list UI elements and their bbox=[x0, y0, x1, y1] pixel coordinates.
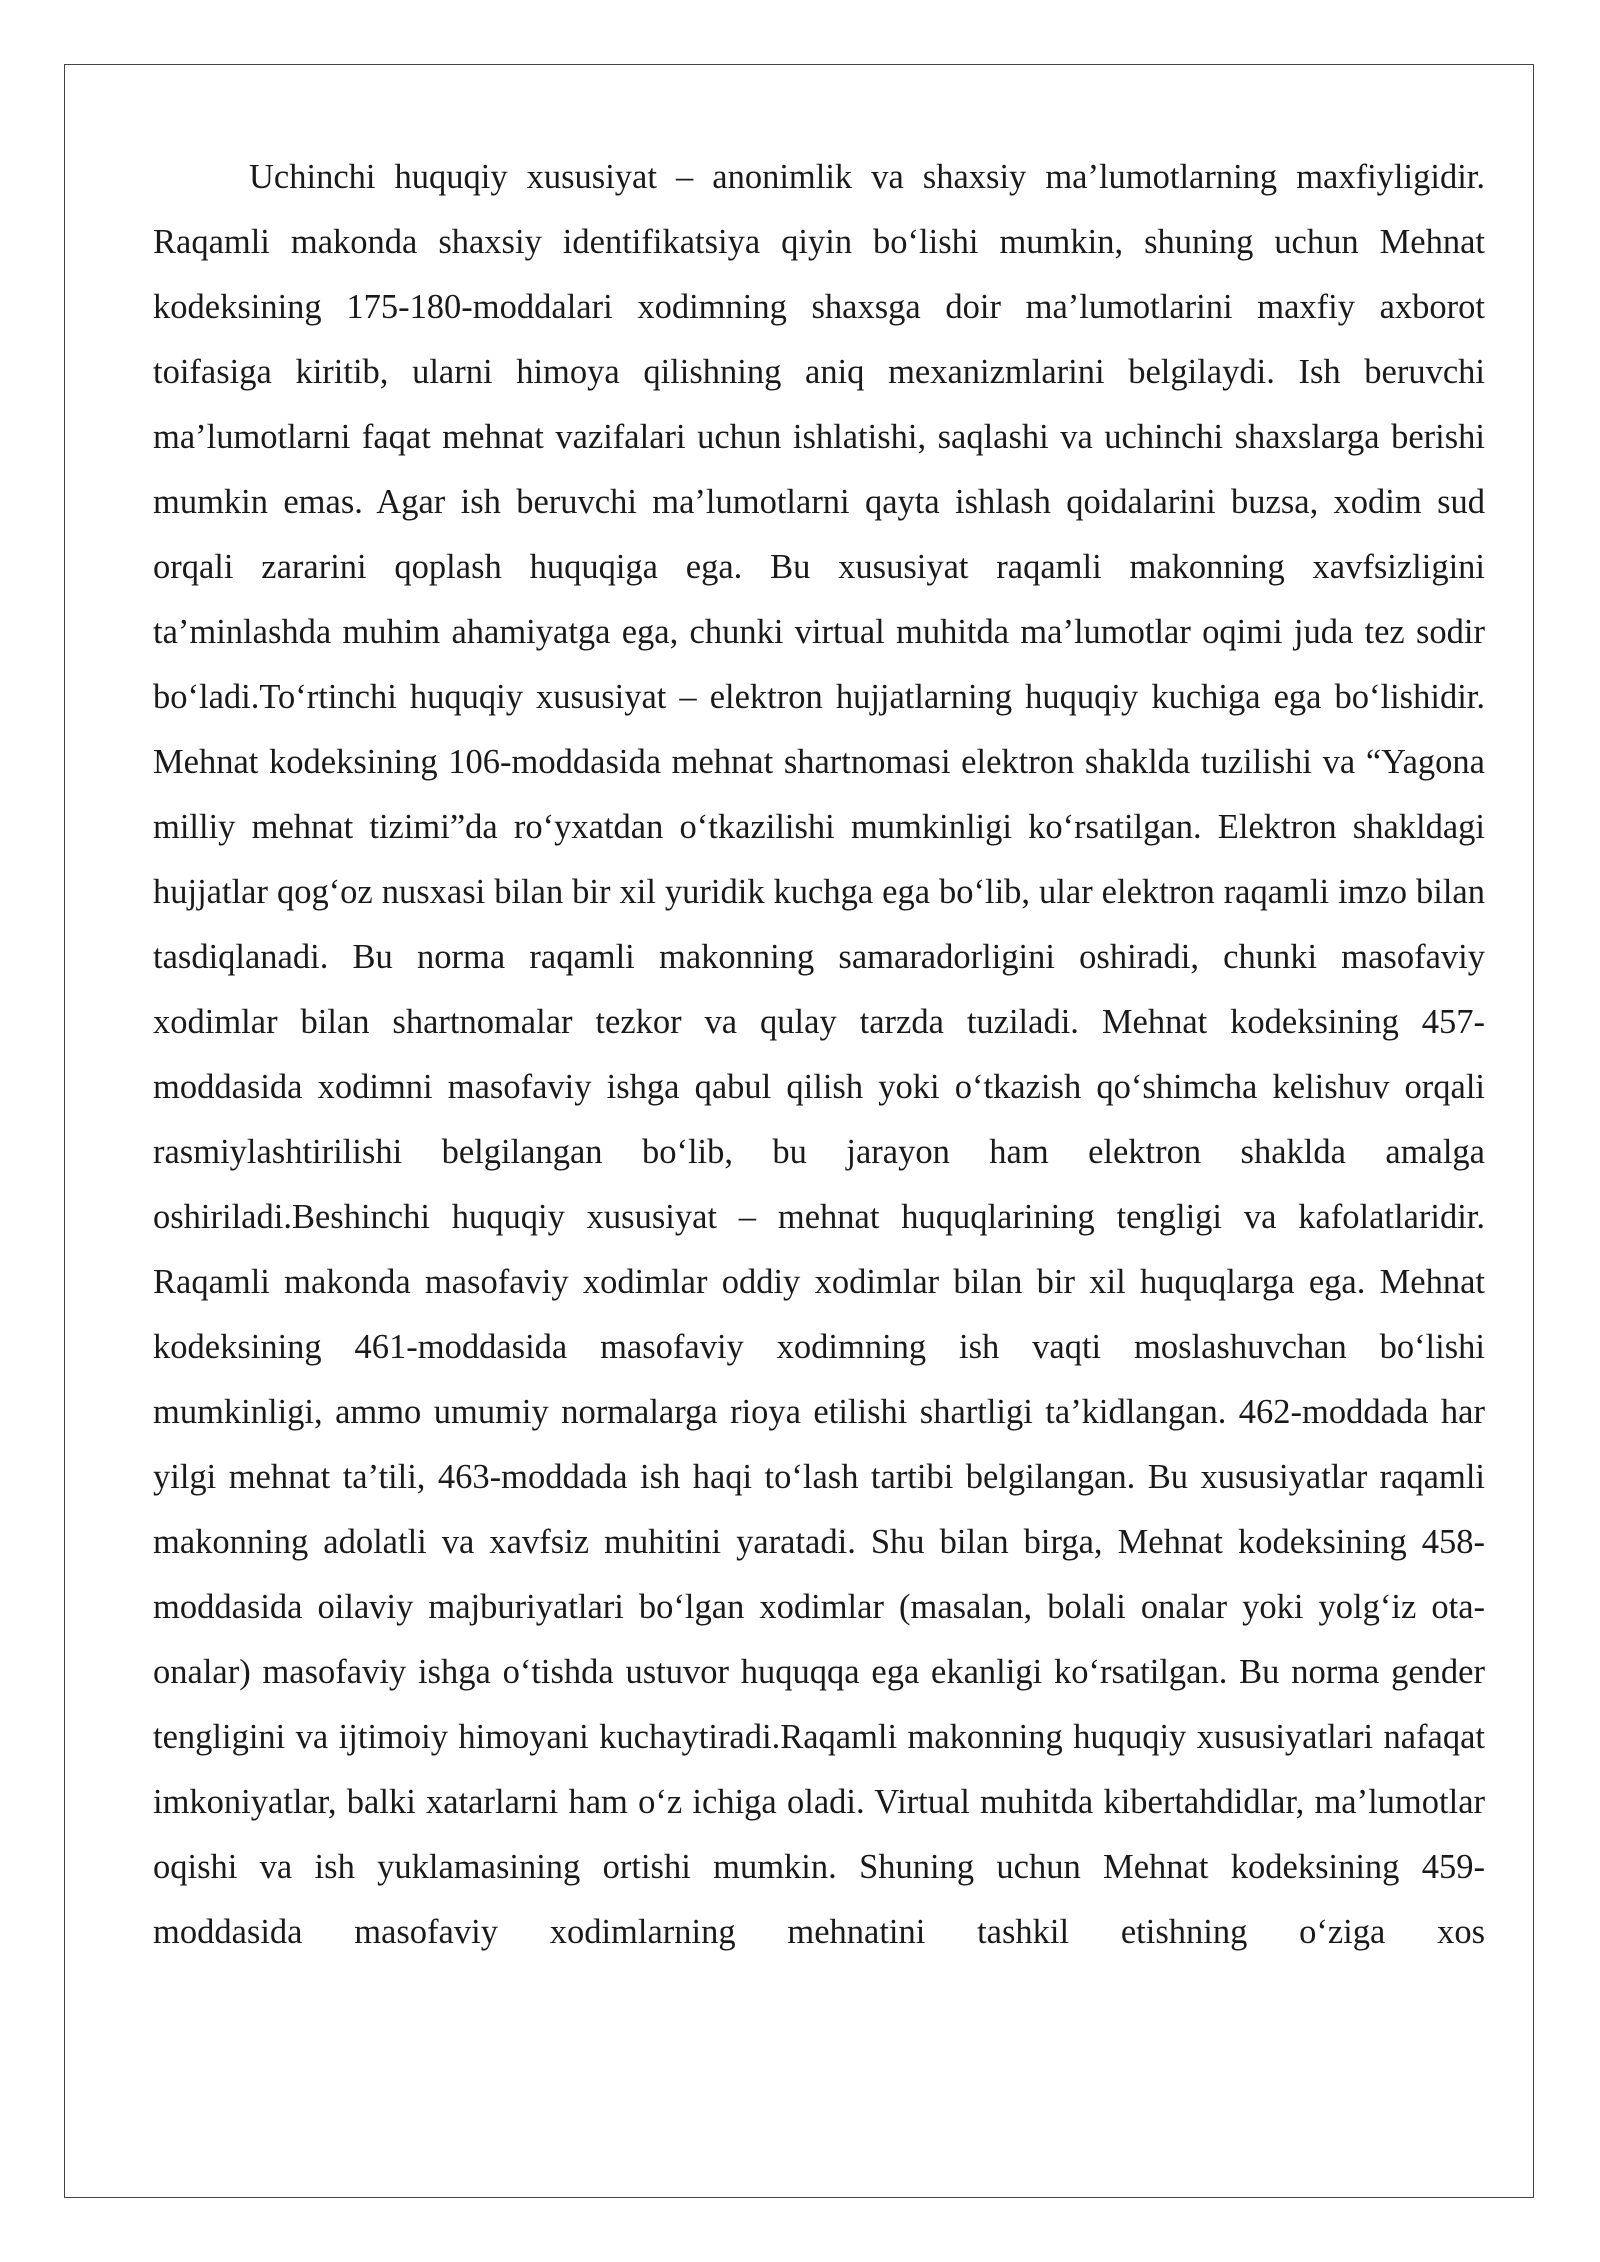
body-paragraph: Uchinchi huquqiy xususiyat – anonimlik va shaxsiy ma’lumotlarning maxfiyligidir. Raqamli makonda shaxsiy identifikatsiya qiyin bo‘lishi mumkin, shuning uchun Mehnat kodeksining 175-180-moddalari xodimning shaxsga doir ma’lumotlarini maxfiy axborot toifasiga kiritib, ularni himoya qilishning aniq mexanizmlarini belgilaydi. Ish beruvchi ma’lumotlarni faqat mehnat vazifalari uchun ishlatishi, saqlashi va uchinchi shaxslarga berishi mumkin emas. Agar ish beruvchi ma’lumotlarni qayta ishlash qoidalarini buzsa, xodim sud orqali zararini qoplash huquqiga ega. Bu xususiyat raqamli makonning xavfsizligini ta’minlashda muhim ahamiyatga ega, chunki virtual muhitda ma’lumotlar oqimi juda tez sodir bo‘ladi.To‘rtinchi huquqiy xususiyat – elektron hujjatlarning huquqiy kuchiga ega bo‘lishidir. Mehnat kodeksining 106-moddasida mehnat shartnomasi elektron shaklda tuzilishi va “Yagona milliy mehnat tizimi”da ro‘yxatdan o‘tkazilishi mumkinligi ko‘rsatilgan. Elektron shakldagi hujjatlar qog‘oz nusxasi bilan bir xil yuridik kuchga ega bo‘lib, ular elektron raqamli imzo bilan tasdiqlanadi. Bu norma raqamli makonning samaradorligini oshiradi, chunki masofaviy xodimlar bilan shartnomalar tezkor va qulay tarzda tuziladi. Mehnat kodeksining 457-moddasida xodimni masofaviy ishga qabul qilish yoki o‘tkazish qo‘shimcha kelishuv orqali rasmiylashtirilishi belgilangan bo‘lib, bu jarayon ham elektron shaklda amalga oshiriladi.Beshinchi huquqiy xususiyat – mehnat huquqlarining tengligi va kafolatlaridir. Raqamli makonda masofaviy xodimlar oddiy xodimlar bilan bir xil huquqlarga ega. Mehnat kodeksining 461-moddasida masofaviy xodimning ish vaqti moslashuvchan bo‘lishi mumkinligi, ammo umumiy normalarga rioya etilishi shartligi ta’kidlangan. 462-moddada har yilgi mehnat ta’tili, 463-moddada ish haqi to‘lash tartibi belgilangan. Bu xususiyatlar raqamli makonning adolatli va xavfsiz muhitini yaratadi. Shu bilan birga, Mehnat kodeksining 458-moddasida oilaviy majburiyatlari bo‘lgan xodimlar (masalan, bolali onalar yoki yolg‘iz ota-onalar) masofaviy ishga o‘tishda ustuvor huquqqa ega ekanligi ko‘rsatilgan. Bu norma gender tengligini va ijtimoiy himoyani kuchaytiradi.Raqamli makonning huquqiy xususiyatlari nafaqat imkoniyatlar, balki xatarlarni ham o‘z ichiga oladi. Virtual muhitda kibertahdidlar, ma’lumotlar oqishi va ish yuklamasining ortishi mumkin. Shuning uchun Mehnat kodeksining 459-moddasida masofaviy xodimlarning mehnatini tashkil etishning o‘ziga xos bbox=[153, 158, 1485, 1951]
